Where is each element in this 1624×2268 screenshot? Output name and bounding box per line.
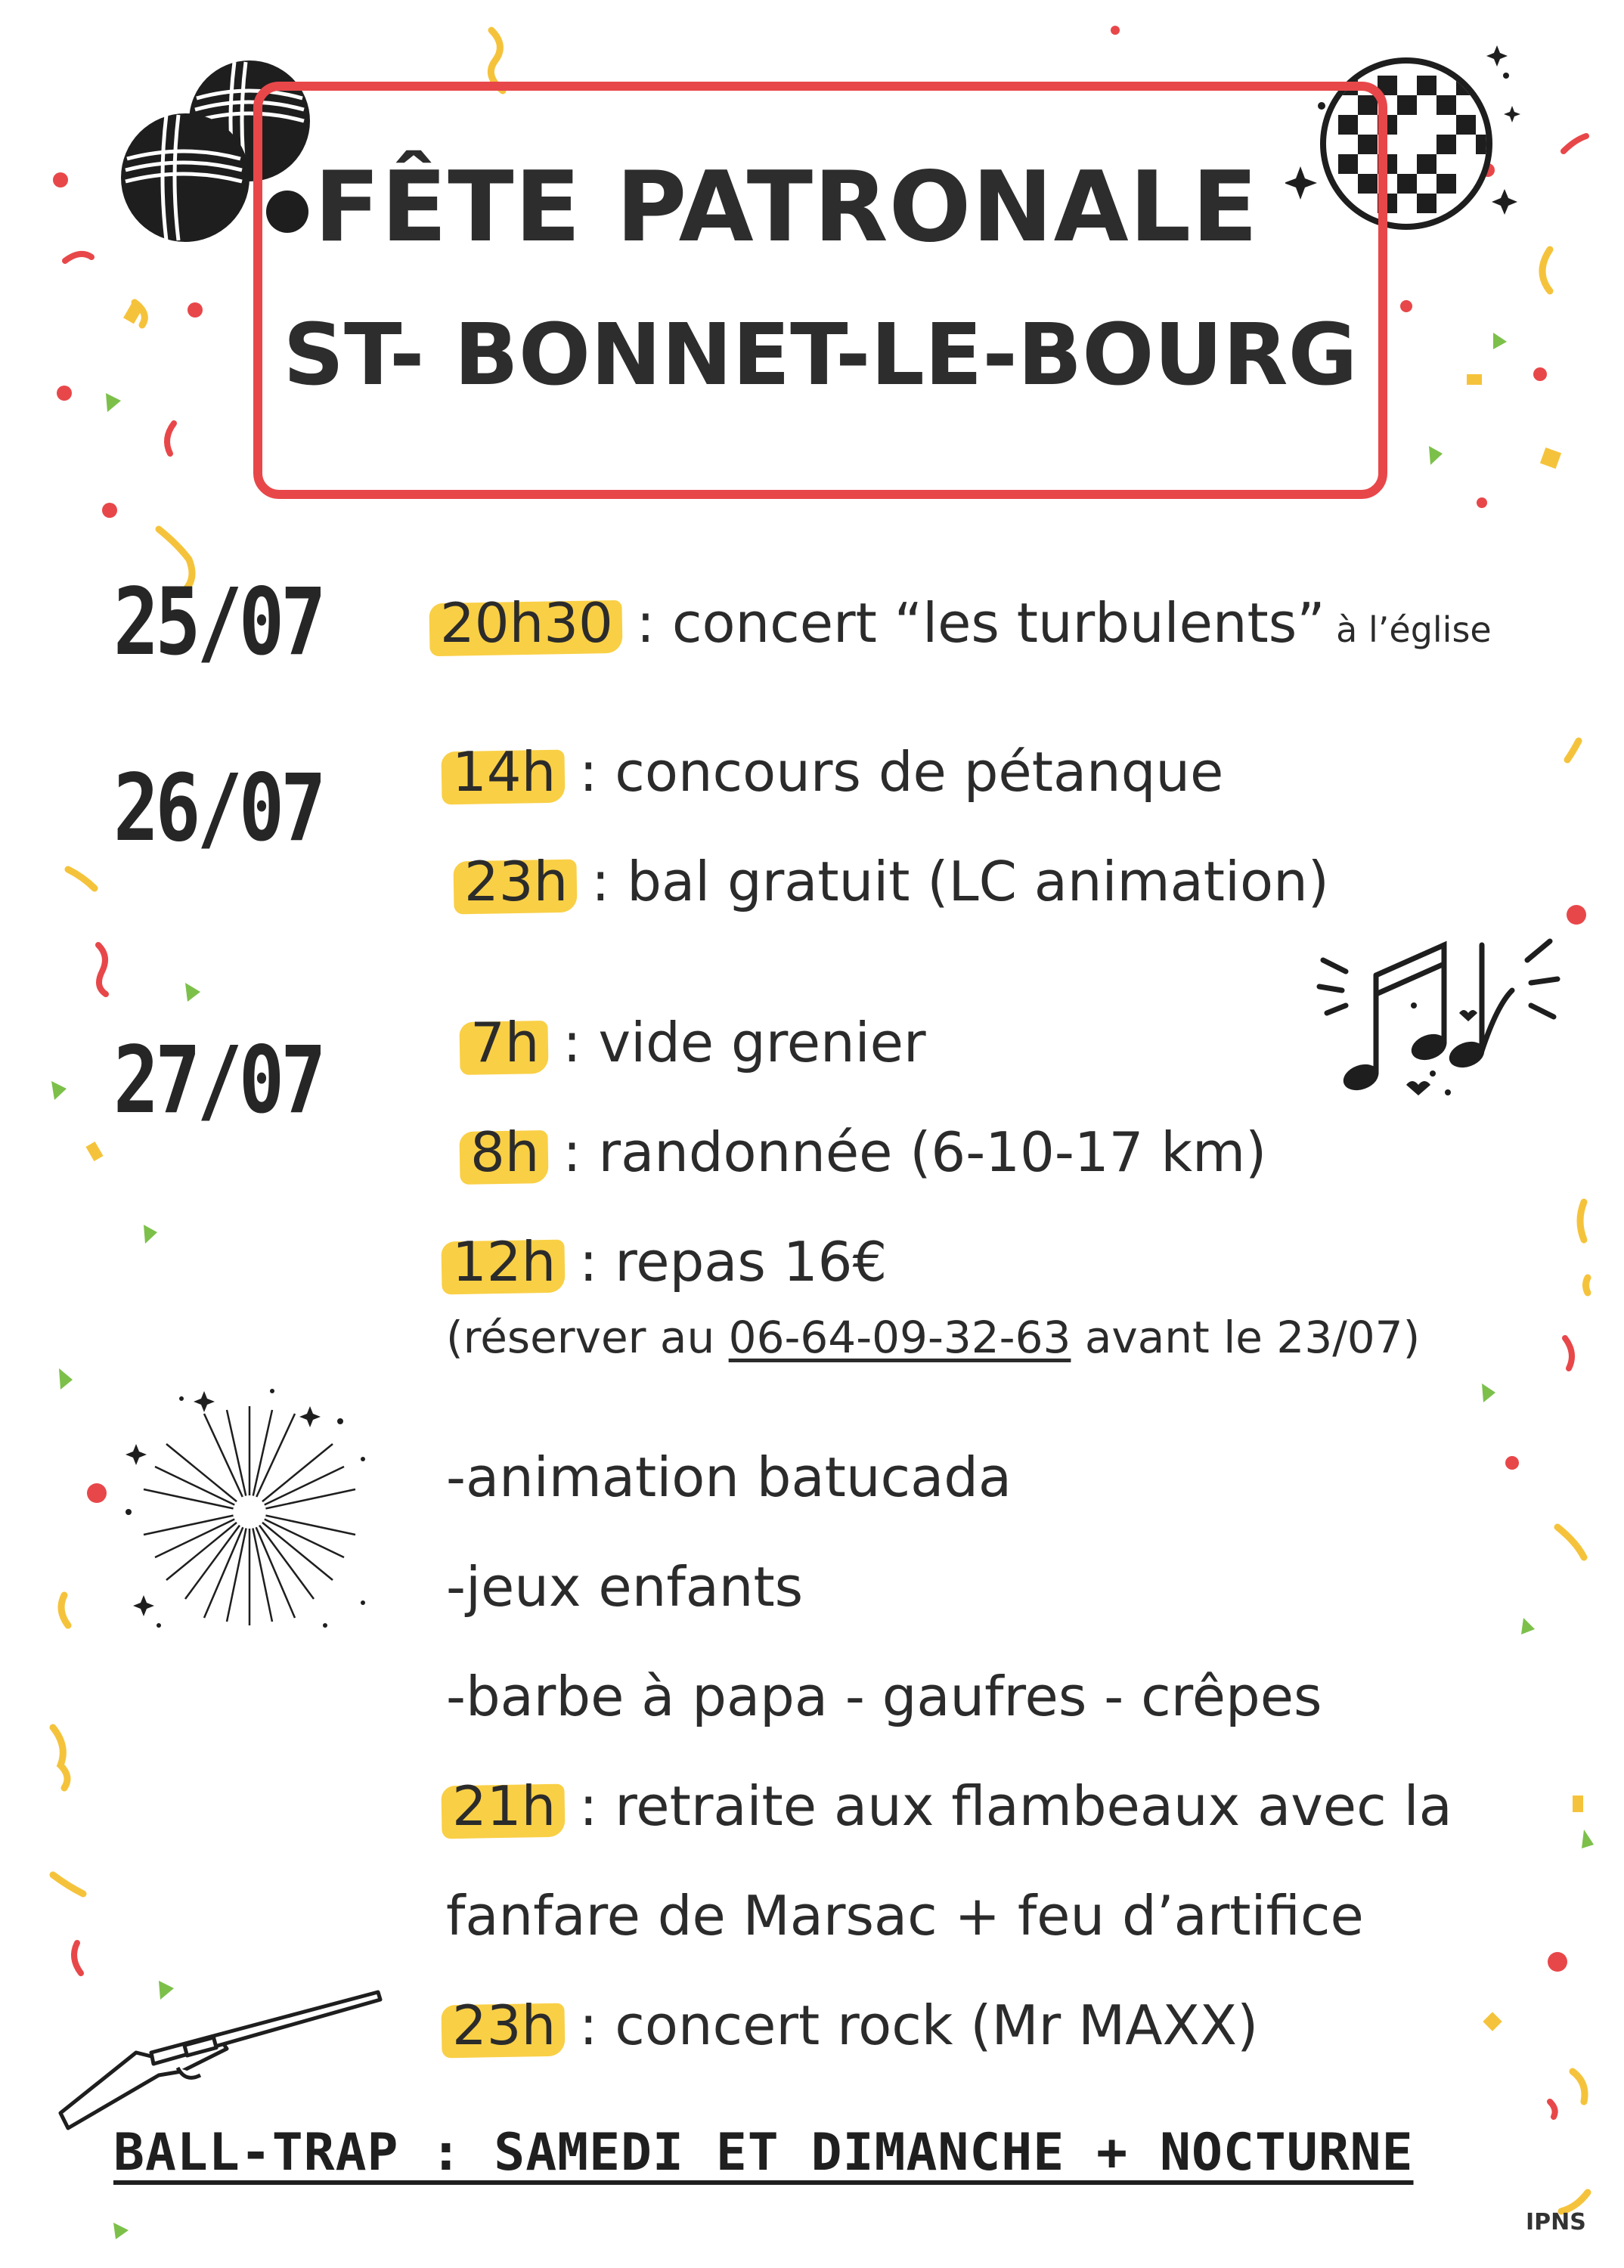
ball-trap-banner: BALL-TRAP : SAMEDI ET DIMANCHE + NOCTURNE xyxy=(113,2123,1414,2183)
event-text: : concert “les turbulents” xyxy=(618,591,1325,655)
event-time: 14h xyxy=(452,740,556,804)
reservation-phone[interactable]: 06-64-09-32-63 xyxy=(728,1312,1071,1363)
event-bal-gratuit xyxy=(458,850,1329,913)
event-time: 12h xyxy=(452,1230,556,1294)
page-subtitle: ST- BONNET-LE-BOURG xyxy=(283,306,1358,404)
event-text: : retraite aux flambeaux avec la xyxy=(562,1774,1452,1838)
reservation-note xyxy=(446,1312,1420,1363)
activity-jeux-enfants: -jeux enfants xyxy=(446,1555,804,1619)
event-text: : repas 16€ xyxy=(562,1230,888,1294)
title-frame xyxy=(253,82,1387,499)
activity-batucada: -animation batucada xyxy=(446,1445,1012,1509)
event-text: : concours de pétanque xyxy=(562,740,1224,804)
event-time: 23h xyxy=(452,1994,556,2057)
event-randonnee xyxy=(464,1120,1267,1184)
event-text: : concert rock (Mr MAXX) xyxy=(562,1994,1259,2057)
reservation-suffix: avant le 23/07) xyxy=(1071,1312,1421,1363)
date-day3: 27/07 xyxy=(113,1027,323,1134)
event-text: : bal gratuit (LC animation) xyxy=(574,850,1329,913)
activity-gourmandises: -barbe à papa - gaufres - crêpes xyxy=(446,1665,1322,1728)
event-location: à l’église xyxy=(1325,609,1492,650)
time-highlight xyxy=(434,591,619,655)
ipns-label: IPNS xyxy=(1526,2209,1586,2235)
event-time: 8h xyxy=(470,1120,540,1184)
event-retraite-flambeaux xyxy=(446,1774,1452,1838)
event-text: : vide grenier xyxy=(545,1011,926,1074)
event-repas xyxy=(446,1230,888,1294)
reservation-prefix: (réserver au xyxy=(446,1312,729,1363)
event-petanque xyxy=(446,740,1224,804)
page-title: FÊTE PATRONALE xyxy=(314,151,1259,264)
date-day1: 25/07 xyxy=(113,569,323,676)
rifle-icon xyxy=(45,1981,393,2132)
event-time: 23h xyxy=(464,850,569,913)
event-vide-grenier xyxy=(464,1011,926,1074)
event-time: 20h30 xyxy=(440,591,613,655)
event-concert-turbulents xyxy=(434,591,1492,655)
event-time: 7h xyxy=(470,1011,540,1074)
event-text: : randonnée (6-10-17 km) xyxy=(545,1120,1267,1184)
event-time: 21h xyxy=(452,1774,556,1838)
date-day2: 26/07 xyxy=(113,754,323,862)
event-concert-rock xyxy=(446,1994,1259,2057)
fireworks-icon xyxy=(113,1376,386,1648)
music-notes-icon xyxy=(1316,922,1565,1104)
event-retraite-continuation: fanfare de Marsac + feu d’artifice xyxy=(446,1884,1364,1947)
